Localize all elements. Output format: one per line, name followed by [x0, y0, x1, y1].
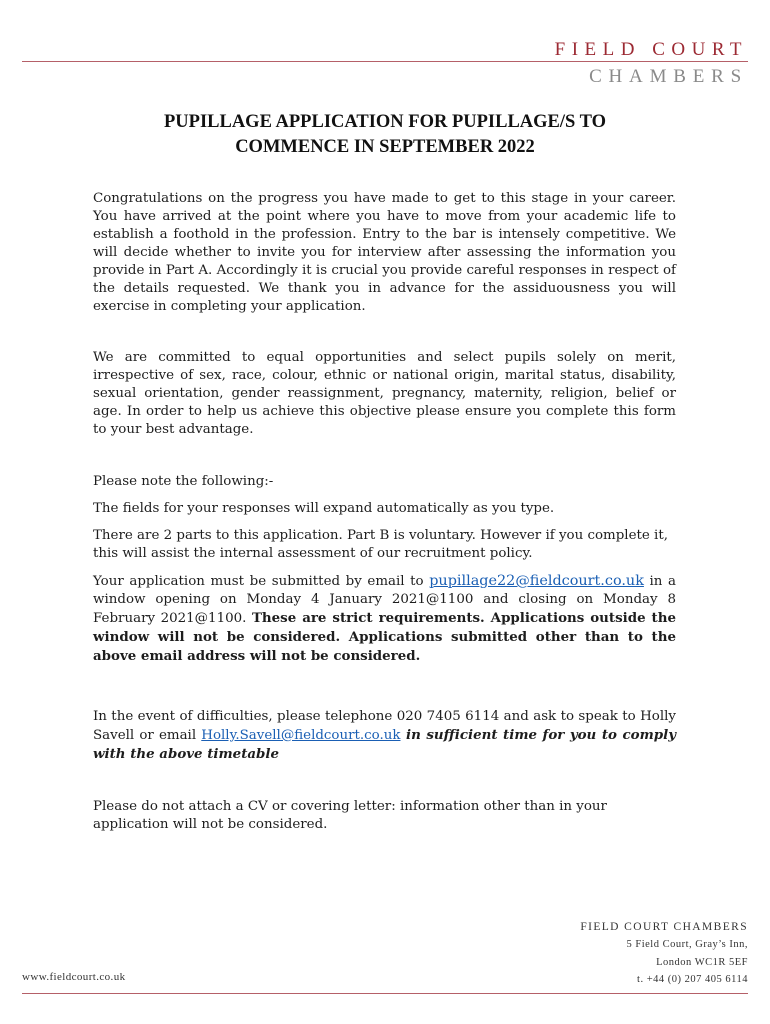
logo-chambers: CHAMBERS — [589, 66, 748, 87]
footer-address-block — [580, 918, 748, 989]
footer-chambers-name: FIELD COURT CHAMBERS — [580, 921, 748, 933]
holly-savell-email-link[interactable]: Holly.Savell@fieldcourt.co.uk — [201, 728, 401, 743]
footer-address-line-2: London WC1R 5EF — [656, 956, 748, 968]
title-line-1: PUPILLAGE APPLICATION FOR PUPILLAGE/S TO — [163, 112, 606, 132]
submission-paragraph — [93, 572, 676, 666]
timetable-emphasis: in sufficient time for you to comply with the above timetable — [93, 727, 676, 762]
intro-paragraph: Congratulations on the progress you have made to get to this stage in your career. You have arrived at the point where you have to move from your academic life to establish a foothold in the profession. Entry to the bar is intensely competitive. We will decide whether to invite you for interview after assessing the information you provide in Part A. Accordingly it is crucial you provide careful responses in respect of the details requested. We thank you in advance for the assiduousness you will exercise in completing your application. — [93, 191, 676, 314]
no-cv-paragraph: Please do not attach a CV or covering letter: information other than in your application will not be considered. — [93, 799, 607, 832]
header-divider — [22, 61, 748, 62]
parts-note: There are 2 parts to this application. Part B is voluntary. However if you complete it, this will assist the internal assessment of our recruitment policy. — [93, 528, 668, 561]
fields-note: The fields for your responses will expand automatically as you type. — [93, 501, 555, 516]
strict-requirements: These are strict requirements. Applications outside the window will not be considered. Applications submitted other than to the above email address will not be considered. — [93, 610, 676, 664]
note-heading: Please note the following:- — [93, 474, 274, 489]
equal-opportunities-paragraph: We are committed to equal opportunities and select pupils solely on merit, irrespective of sex, race, colour, ethnic or national origin, marital status, disability, sexual orientation, gender reassignment, pregnancy, maternity, religion, belief or age. In order to help us achieve this objective please ensure you complete this form to your best advantage. — [93, 350, 676, 437]
title-line-2: COMMENCE IN SEPTEMBER 2022 — [235, 137, 535, 157]
page-title — [60, 110, 710, 160]
difficulties-paragraph — [93, 708, 676, 764]
pupillage-email-link[interactable]: pupillage22@fieldcourt.co.uk — [429, 573, 644, 589]
footer-phone: t. +44 (0) 207 405 6114 — [637, 974, 748, 985]
submission-prefix: Your application must be submitted by email to — [93, 574, 430, 589]
logo-field-court: FIELD COURT — [554, 39, 748, 60]
submission-window: in a window opening on Monday 4 January 2021@1100 and closing on Monday 8 February 2021@1100. — [93, 574, 677, 626]
footer-address-line-1: 5 Field Court, Gray’s Inn, — [626, 939, 748, 950]
footer-website[interactable]: www.fieldcourt.co.uk — [22, 971, 126, 983]
footer-divider — [22, 993, 748, 994]
chambers-logo — [555, 39, 748, 88]
difficulties-prefix: In the event of difficulties, please telephone 020 7405 6114 and ask to speak to Holly Savell or email — [93, 709, 676, 743]
